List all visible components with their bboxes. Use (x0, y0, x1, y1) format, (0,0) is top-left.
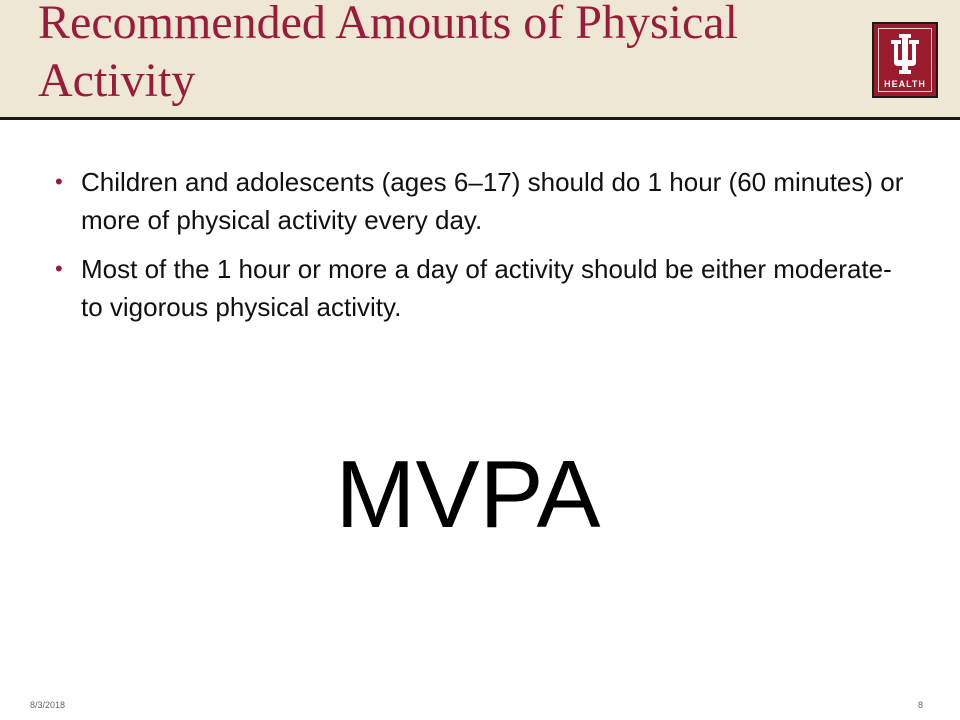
bullet-text: Children and adolescents (ages 6–17) should do 1 hour (60 minutes) or more of physical activity every day. (81, 167, 904, 235)
mvpa-emphasis: MVPA (335, 441, 601, 548)
bullet-text: Most of the 1 hour or more a day of activity should be either moderate-to vigorous physical activity. (81, 254, 892, 322)
iu-health-logo (872, 22, 938, 98)
footer-date: 8/3/2018 (30, 700, 66, 710)
logo-text: HEALTH (884, 79, 926, 89)
title-band (0, 0, 960, 120)
iu-trident-logo-icon (888, 32, 922, 76)
bullet-item (55, 163, 905, 239)
bullet-dot-icon: • (55, 169, 63, 194)
page-number: 8 (918, 700, 924, 710)
bullet-item (55, 250, 905, 326)
bullet-dot-icon: • (55, 256, 63, 281)
bullet-list (55, 163, 905, 326)
slide-title: Recommended Amounts of Physical Activity (38, 0, 738, 107)
